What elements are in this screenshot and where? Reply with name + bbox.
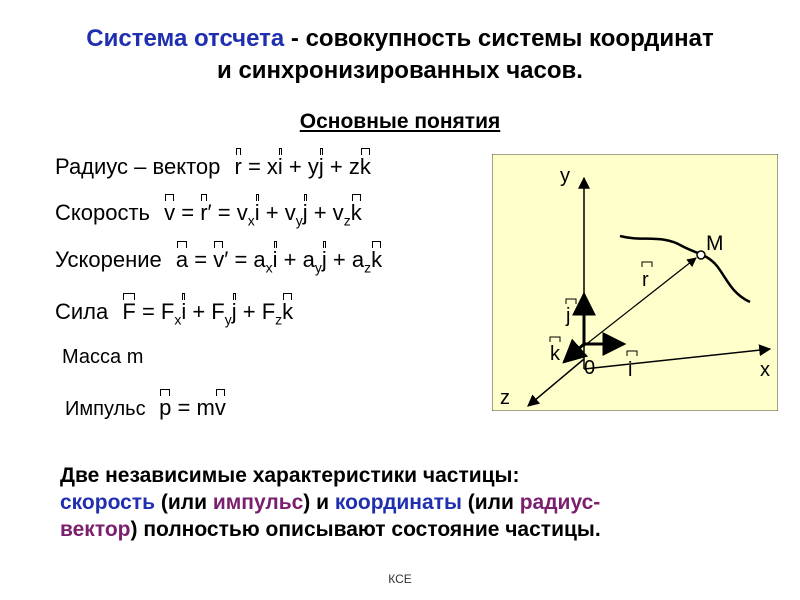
formula-velocity	[55, 200, 362, 228]
word-vector: вектор	[60, 518, 131, 541]
summary-line-3: вектор) полностью описывают состояние частицы.	[60, 518, 601, 541]
summary-line-2: скорость (или импульс) и координаты (или радиус-	[60, 491, 601, 514]
label-point-m: M	[706, 232, 724, 255]
title-rest: - совокупность системы координат	[284, 25, 714, 52]
word-coordinates: координаты	[334, 491, 462, 514]
formula-expression: r = xi + yj + zk	[234, 154, 371, 179]
formula-radius-vector	[55, 154, 371, 180]
point-m	[697, 251, 705, 259]
label-origin: 0	[584, 357, 596, 379]
formula-expression: p = mv	[159, 395, 226, 420]
formula-acceleration	[55, 247, 382, 275]
formula-expression: $F = F_xi + F_yj + F_zk$	[122, 299, 294, 328]
title-line-1	[0, 24, 800, 54]
formula-expression: $a = v' = a_xi + a_yj + a_zk$	[175, 247, 383, 276]
formula-mass	[62, 346, 143, 369]
formula-label: Ускорение	[55, 247, 162, 272]
formula-label: Сила	[55, 299, 109, 324]
label-y: y	[560, 165, 570, 187]
label-x: x	[760, 359, 770, 381]
formula-expression: $v = r' = v_xi + v_yj + v_zk$	[164, 200, 362, 229]
footer-label: КСЕ	[388, 572, 412, 586]
word-radius: радиус-	[519, 491, 601, 514]
label-vec-i: i	[628, 359, 633, 381]
summary-line-1: Две независимые характеристики частицы:	[60, 464, 520, 487]
label-vec-j: j	[566, 305, 571, 327]
formula-label: Масса m	[62, 346, 144, 368]
diagram-background	[492, 154, 778, 411]
title-line-2: и синхронизированных часов.	[217, 57, 583, 84]
label-z: z	[500, 387, 510, 409]
formula-label: Скорость	[55, 200, 151, 225]
formula-momentum	[65, 395, 226, 421]
word-impulse: импульс	[212, 491, 304, 514]
label-vec-r: r	[642, 269, 649, 291]
coordinate-system-diagram	[492, 154, 778, 411]
summary-text	[60, 462, 760, 543]
formula-force	[55, 299, 293, 327]
label-vec-k: k	[550, 343, 560, 365]
title-term: Система отсчета	[86, 25, 285, 52]
word-speed: скорость	[60, 491, 155, 514]
formula-label: Импульс	[65, 398, 146, 420]
formula-label: Радиус – вектор	[55, 154, 221, 179]
subtitle: Основные понятия	[299, 110, 501, 133]
